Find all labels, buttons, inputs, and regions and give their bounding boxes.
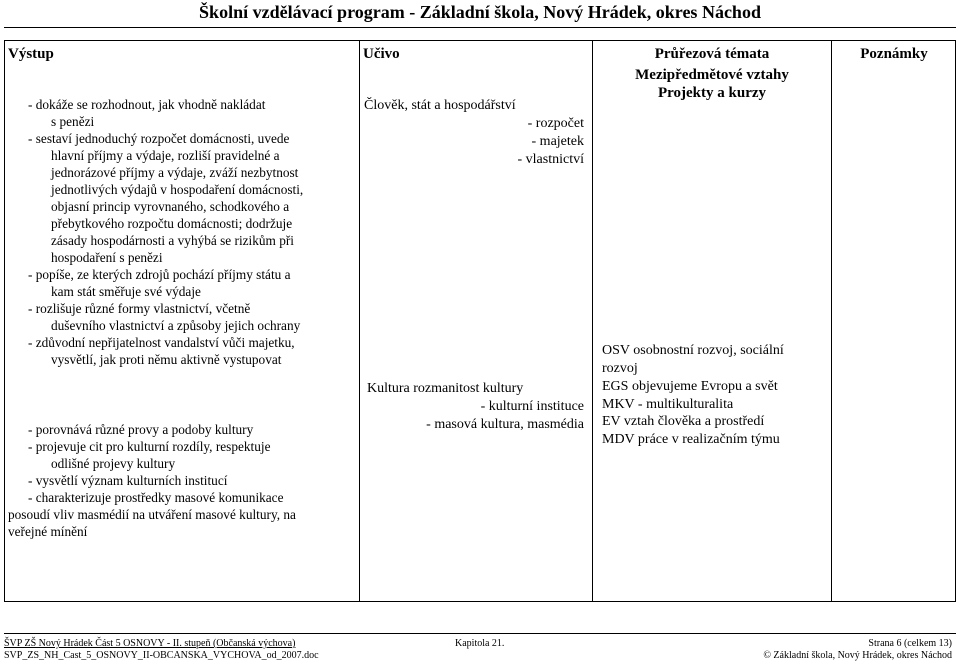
vystup-line: zásady hospodárnosti a vyhýbá se rizikům při <box>51 233 294 248</box>
temata-line: MKV - multikulturalita <box>602 397 734 412</box>
ucivo-line: Kultura rozmanitost kultury <box>367 381 524 396</box>
curriculum-table <box>4 40 956 602</box>
vystup-line: veřejné mínění <box>8 524 88 539</box>
vystup-line: - rozlišuje různé formy vlastnictví, včetně <box>28 301 251 316</box>
header-vystup: Výstup <box>8 46 54 62</box>
header-ucivo: Učivo <box>363 46 400 62</box>
footer-chapter: Kapitola 21. <box>455 638 505 649</box>
page-header <box>0 0 960 30</box>
footer-rule <box>4 633 956 634</box>
ucivo-line: Člověk, stát a hospodářství <box>364 98 516 113</box>
vystup-line: - dokáže se rozhodnout, jak vhodně nakládat <box>28 97 266 112</box>
vystup-line: hlavní příjmy a výdaje, rozliší pravidelné a <box>51 148 280 163</box>
footer-filename: SVP_ZS_NH_Cast_5_OSNOVY_II-OBCANSKA_VYCHOVA_od_2007.doc <box>4 650 319 661</box>
vystup-line: jednorázové příjmy a výdaje, zváží nezbytnost <box>51 165 299 180</box>
vystup-line: objasní princip vyrovnaného, schodkového a <box>51 199 290 214</box>
ucivo-line: - rozpočet <box>527 116 584 131</box>
vystup-line: jednotlivých výdajů v hospodaření domácnosti, <box>51 182 304 197</box>
column-divider <box>831 41 832 601</box>
vystup-line: - charakterizuje prostředky masové komunikace <box>28 490 284 505</box>
vystup-line: - sestaví jednoduchý rozpočet domácnosti, uvede <box>28 131 290 146</box>
temata-line: EV vztah člověka a prostředí <box>602 414 765 429</box>
vystup-line: - porovnává různé provy a podoby kultury <box>28 422 254 437</box>
header-rule <box>4 27 956 28</box>
vystup-line: odlišné projevy kultury <box>51 456 176 471</box>
ucivo-line: - masová kultura, masmédia <box>426 417 584 432</box>
footer-page-number: Strana 6 (celkem 13) <box>868 638 952 649</box>
vystup-line: přebytkového rozpočtu domácnosti; dodržuje <box>51 216 293 231</box>
vystup-line: vysvětlí, jak proti němu aktivně vystupovat <box>51 352 282 367</box>
page-footer <box>0 630 960 663</box>
column-divider <box>592 41 593 601</box>
vystup-line: duševního vlastnictví a způsoby jejich ochrany <box>51 318 301 333</box>
vystup-line: s penězi <box>51 114 95 129</box>
footer-copyright: © Základní škola, Nový Hrádek, okres Náchod <box>763 650 952 661</box>
header-poznamky: Poznámky <box>860 46 928 62</box>
ucivo-line: - vlastnictví <box>517 152 584 167</box>
vystup-line: - vysvětlí význam kulturních institucí <box>28 473 228 488</box>
vystup-line: - popíše, ze kterých zdrojů pochází příjmy státu a <box>28 267 291 282</box>
vystup-line: kam stát směřuje své výdaje <box>51 284 201 299</box>
temata-line: EGS objevujeme Evropu a svět <box>602 379 778 394</box>
footer-document-id: ŠVP ZŠ Nový Hrádek Část 5 OSNOVY - II. stupeň (Občanská výchova) <box>4 638 296 649</box>
vystup-line: - zdůvodní nepřijatelnost vandalství vůči majetku, <box>28 335 295 350</box>
document-title: Školní vzdělávací program - Základní škola, Nový Hrádek, okres Náchod <box>199 2 761 22</box>
vystup-line: - projevuje cit pro kulturní rozdíly, respektuje <box>28 439 271 454</box>
temata-line: rozvoj <box>602 361 638 376</box>
vystup-line: hospodaření s penězi <box>51 250 163 265</box>
temata-line: MDV práce v realizačním týmu <box>602 432 780 447</box>
ucivo-line: - kulturní instituce <box>480 399 584 414</box>
ucivo-line: - majetek <box>531 134 584 149</box>
vystup-line: posoudí vliv masmédií na utváření masové kultury, na <box>8 507 296 522</box>
header-temata-3: Projekty a kurzy <box>657 85 767 101</box>
header-temata-2: Mezipředmětové vztahy <box>635 67 789 83</box>
header-temata-1: Průřezová témata <box>654 46 770 62</box>
temata-line: OSV osobnostní rozvoj, sociální <box>602 343 784 358</box>
